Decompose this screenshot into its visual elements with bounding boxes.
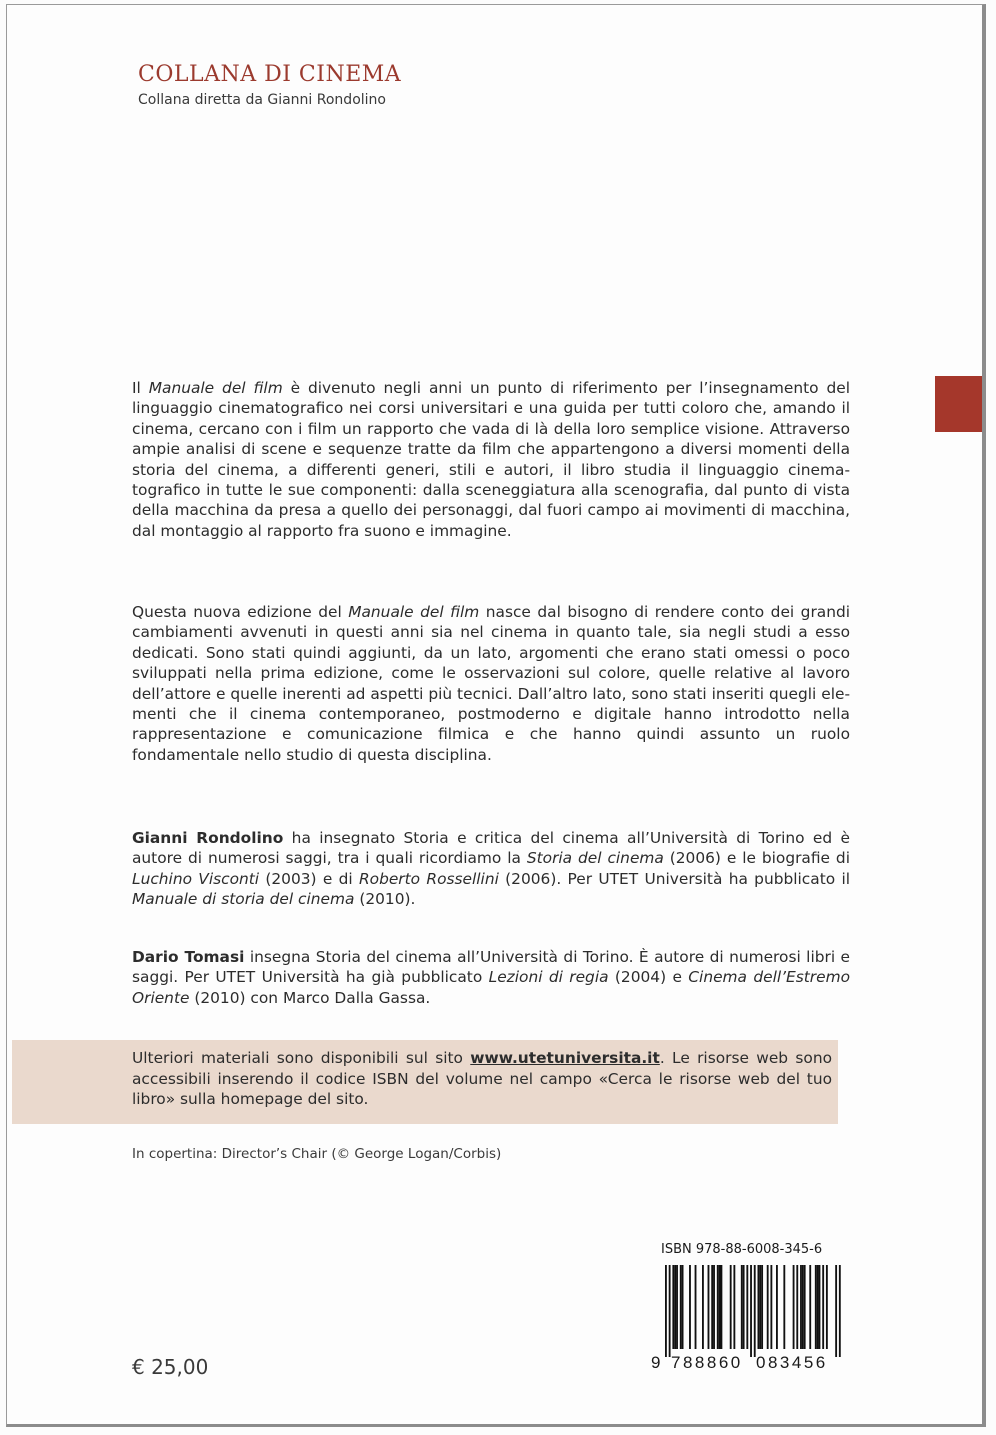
isbn-label: ISBN 978-88-6008-345-6 bbox=[661, 1242, 823, 1257]
book-title: Roberto Rossellini bbox=[358, 869, 499, 888]
barcode-bar bbox=[741, 1265, 743, 1349]
book-title: Manuale del film bbox=[148, 379, 283, 397]
barcode-bar bbox=[776, 1265, 778, 1349]
text-run: Ulteriori materiali sono disponibili sul sito bbox=[132, 1049, 471, 1067]
barcode-bar bbox=[817, 1265, 819, 1349]
author-bio-tomasi bbox=[132, 947, 850, 1008]
barcode-bar bbox=[689, 1265, 691, 1349]
barcode-bar bbox=[800, 1265, 802, 1349]
barcode-bar bbox=[733, 1265, 735, 1349]
text-run: (2003) e di bbox=[259, 869, 359, 888]
barcode-bar bbox=[665, 1265, 667, 1357]
barcode-bar bbox=[702, 1265, 704, 1349]
barcode-bar bbox=[770, 1265, 772, 1349]
author-name: Gianni Rondolino bbox=[132, 829, 284, 847]
barcode-bar bbox=[804, 1265, 806, 1349]
barcode-bar bbox=[674, 1265, 676, 1349]
description-paragraph-2 bbox=[132, 602, 850, 765]
book-title: Storia del cinema bbox=[526, 849, 664, 868]
barcode-bar bbox=[717, 1265, 719, 1349]
spine-tab-marker bbox=[935, 376, 982, 432]
barcode-bar bbox=[754, 1265, 756, 1357]
series-title: COLLANA DI CINEMA bbox=[138, 62, 402, 87]
book-title: Manuale del film bbox=[348, 603, 480, 621]
text-run: (2004) e bbox=[608, 968, 689, 987]
price-label: € 25,00 bbox=[132, 1355, 209, 1379]
book-title: Cinema dell’Estremo Oriente bbox=[132, 968, 850, 1007]
barcode-bar bbox=[826, 1265, 828, 1349]
barcode-bars bbox=[665, 1265, 841, 1357]
text-run: è divenuto negli anni un punto di riferimento per l’insegnamento del linguaggio cinematografico nei corsi universitari e una guida per tutti coloro che, amando il cinema, cercano con i film un rapporto che vada di là della loro semplice visione. Attraverso ampie analisi di scene e sequenze tratte da film che appartengono a diversi momenti della storia del cinema, a differenti generi, stili e autori, il libro studia il linguaggio cinematografico in tutte le sue componenti: dalla sceneggiatura alla scenografia, dal punto di vista della macchina da presa a quello dei personaggi, dal fuori campo ai movimenti di macchina, dal montaggio al rapporto fra suono e immagine. bbox=[132, 379, 850, 540]
barcode-bar bbox=[746, 1265, 748, 1349]
website-link[interactable]: www.utetuniversita.it bbox=[470, 1049, 660, 1067]
barcode-bar bbox=[750, 1265, 752, 1357]
barcode-bar bbox=[796, 1265, 798, 1349]
barcode-bar bbox=[761, 1265, 763, 1349]
book-title: Lezioni di regia bbox=[488, 968, 609, 987]
barcode-bar bbox=[719, 1265, 721, 1349]
barcode-bar bbox=[680, 1265, 682, 1349]
barcode-bar bbox=[793, 1265, 795, 1349]
text-run: nasce dal bisogno di rendere conto dei grandi cambiamenti avvenuti in questi anni sia nel cinema in quanto tale, sia negli studi a esso dedicati. Sono stati quindi aggiunti, da un lato, argomenti che erano stati omessi o poco sviluppati nella prima edizione, come le osservazioni sul colore, quelle relative al lavoro dell’attore e quelle inerenti ad aspetti più tecnici. Dall’altro lato, sono stati inseriti quegli elementi che il cinema contemporaneo, postmoderno e digitale hanno introdotto nella rappresentazione e comunicazione filmica e che hanno quindi assunto un ruolo fondamentale nello studio di questa disciplina. bbox=[132, 603, 850, 764]
book-title: Manuale di storia del cinema bbox=[132, 890, 355, 909]
text-run: (2010) con Marco Dalla Gassa. bbox=[189, 988, 431, 1007]
barcode-bar bbox=[708, 1265, 710, 1349]
text-run: (2006). Per UTET Università ha pubblicato il bbox=[498, 869, 850, 888]
author-name: Dario Tomasi bbox=[132, 948, 245, 966]
barcode-bar bbox=[767, 1265, 769, 1349]
text-run: . Le risorse web sono accessibili inserendo il codice ISBN del volume nel campo «Cerca le risorse web del tuo libro» sulla homepage del sito. bbox=[132, 1049, 832, 1109]
barcode-bar bbox=[669, 1265, 671, 1357]
barcode-left-digits: 788860 bbox=[671, 1353, 743, 1371]
series-subtitle: Collana diretta da Gianni Rondolino bbox=[138, 92, 386, 108]
barcode-bar bbox=[743, 1265, 745, 1349]
text-run: insegna Storia del cinema all’Università di Torino. È autore di numerosi libri e saggi. Per UTET Università ha già pubblicato bbox=[132, 948, 850, 987]
cover-credit: In copertina: Director’s Chair (© George Logan/Corbis) bbox=[132, 1146, 502, 1162]
barcode-bar bbox=[695, 1265, 697, 1349]
description-paragraph-1 bbox=[132, 378, 850, 541]
text-run: (2006) e le biografie di bbox=[663, 849, 850, 868]
barcode-bar bbox=[759, 1265, 761, 1349]
author-bio-rondolino bbox=[132, 828, 850, 910]
barcode-bar bbox=[815, 1265, 817, 1349]
barcode-bar bbox=[835, 1265, 837, 1357]
barcode-first-digit: 9 bbox=[651, 1353, 661, 1371]
barcode-right-digits: 083456 bbox=[756, 1353, 828, 1371]
barcode-bar bbox=[672, 1265, 674, 1349]
barcode-bar bbox=[783, 1265, 785, 1349]
web-resources-note bbox=[132, 1048, 832, 1110]
text-run: (2010). bbox=[354, 890, 416, 909]
barcode-bar bbox=[819, 1265, 821, 1349]
barcode-bar bbox=[682, 1265, 684, 1349]
barcode-bar bbox=[758, 1265, 760, 1349]
barcode-bar bbox=[839, 1265, 841, 1357]
barcode-bar bbox=[802, 1265, 804, 1349]
barcode-bar bbox=[730, 1265, 732, 1349]
barcode-bar bbox=[713, 1265, 715, 1349]
barcode-bar bbox=[822, 1265, 824, 1349]
barcode-bar bbox=[676, 1265, 678, 1349]
text-run: ha insegnato Storia e critica del cinema all’Università di Torino ed è autore di numerosi saggi, tra i quali ricordiamo la bbox=[132, 829, 850, 868]
barcode bbox=[649, 1263, 841, 1371]
barcode-bar bbox=[711, 1265, 713, 1349]
text-run: Il bbox=[132, 379, 149, 397]
barcode-bar bbox=[721, 1265, 723, 1349]
book-title: Luchino Visconti bbox=[132, 869, 260, 888]
text-run: Questa nuova edizione del bbox=[132, 603, 349, 621]
barcode-bar bbox=[809, 1265, 811, 1349]
